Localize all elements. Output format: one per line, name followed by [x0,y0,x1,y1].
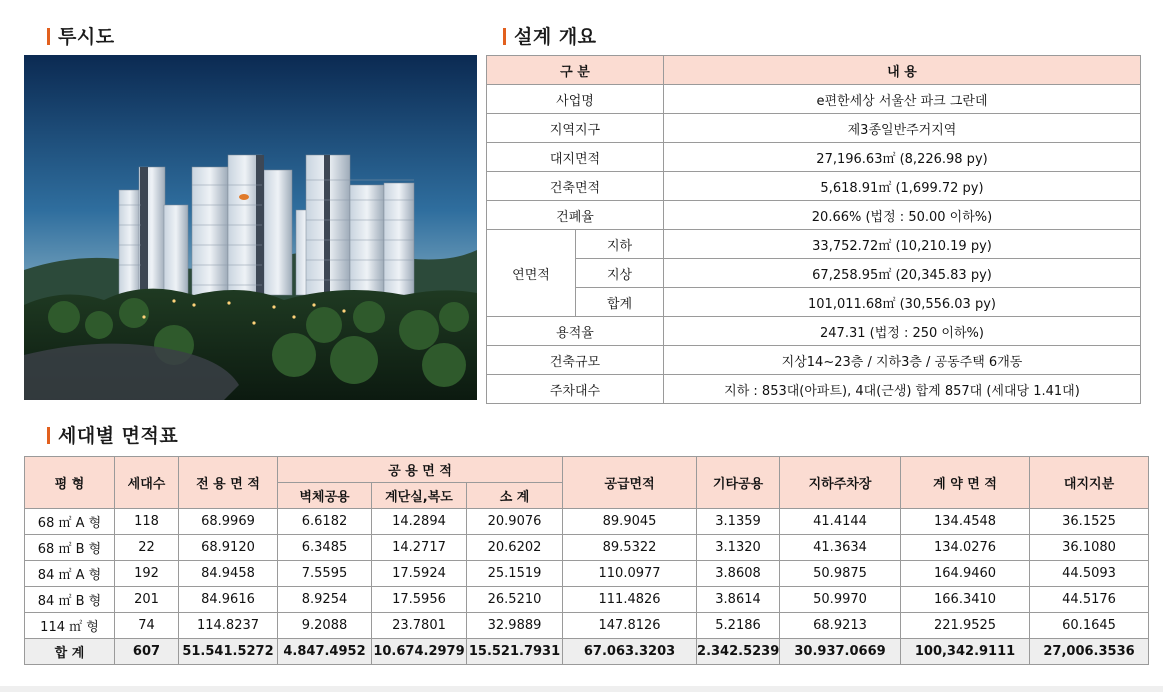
table-row [25,535,1149,561]
floor-area-label: 연면적 [487,230,576,317]
table-row [25,561,1149,587]
table-cell: 89.9045 [563,509,697,535]
table-cell: 14.2894 [372,509,467,535]
overview-row [487,143,1141,172]
overview-row [487,85,1141,114]
table-row [25,613,1149,639]
total-cell: 30.937.0669 [780,639,901,665]
header-common-subtotal: 소 계 [467,483,563,509]
overview-row [487,375,1141,404]
table-cell: 74 [115,613,179,639]
table-cell: 111.4826 [563,587,697,613]
header-other-common: 기타공용 [697,457,780,509]
bottom-divider [0,686,1163,692]
table-cell: 114.8237 [179,613,278,639]
overview-label: 건폐율 [487,201,664,230]
table-cell: 221.9525 [901,613,1030,639]
floor-area-value: 101,011.68㎡ (30,556.03 py) [664,288,1141,317]
table-cell: 68.9213 [780,613,901,639]
overview-label: 건축면적 [487,172,664,201]
table-cell: 147.8126 [563,613,697,639]
floor-area-sublabel: 지하 [576,230,664,259]
unit-area-title-text: 세대별 면적표 [58,425,179,447]
header-land-share: 대지지분 [1030,457,1149,509]
overview-row [487,259,1141,288]
overview-label: 용적율 [487,317,664,346]
table-cell: 6.3485 [278,535,372,561]
design-overview-table [486,55,1141,404]
design-overview-title [503,22,597,49]
table-cell: 41.3634 [780,535,901,561]
unit-table-body [25,509,1149,639]
total-cell: 2.342.5239 [697,639,780,665]
overview-header-content: 내 용 [664,56,1141,85]
header-exclusive-area: 전 용 면 적 [179,457,278,509]
table-cell: 192 [115,561,179,587]
table-cell: 68.9969 [179,509,278,535]
table-cell: 50.9970 [780,587,901,613]
table-cell: 68 ㎡ A 형 [25,509,115,535]
table-cell: 84.9616 [179,587,278,613]
title-accent-bar [47,28,50,45]
overview-value: 지상14~23층 / 지하3층 / 공동주택 6개동 [664,346,1141,375]
table-cell: 17.5924 [372,561,467,587]
floor-area-sublabel: 합계 [576,288,664,317]
floor-area-value: 67,258.95㎡ (20,345.83 py) [664,259,1141,288]
floor-area-value: 33,752.72㎡ (10,210.19 py) [664,230,1141,259]
table-cell: 3.1359 [697,509,780,535]
overview-value: 5,618.91㎡ (1,699.72 py) [664,172,1141,201]
table-cell: 17.5956 [372,587,467,613]
design-overview-title-text: 설계 개요 [514,26,597,48]
table-cell: 7.5595 [278,561,372,587]
table-cell: 22 [115,535,179,561]
perspective-title-text: 투시도 [58,26,115,48]
apartment-rendering-image [24,55,477,400]
table-cell: 36.1080 [1030,535,1149,561]
overview-row [487,114,1141,143]
table-cell: 23.7801 [372,613,467,639]
total-cell: 합 계 [25,639,115,665]
unit-area-title [47,421,178,448]
total-cell: 51.541.5272 [179,639,278,665]
table-cell: 68 ㎡ B 형 [25,535,115,561]
total-cell: 100,342.9111 [901,639,1030,665]
overview-header-category: 구 분 [487,56,664,85]
overview-row [487,346,1141,375]
table-cell: 41.4144 [780,509,901,535]
table-cell: 110.0977 [563,561,697,587]
table-cell: 68.9120 [179,535,278,561]
overview-row [487,230,1141,259]
table-cell: 9.2088 [278,613,372,639]
table-cell: 36.1525 [1030,509,1149,535]
overview-value: 20.66% (법정 : 50.00 이하%) [664,201,1141,230]
total-cell: 607 [115,639,179,665]
total-cell: 27,006.3536 [1030,639,1149,665]
unit-total-row [25,639,1149,665]
header-supply-area: 공급면적 [563,457,697,509]
overview-label: 주차대수 [487,375,664,404]
title-accent-bar [47,427,50,444]
table-cell: 20.6202 [467,535,563,561]
table-cell: 134.0276 [901,535,1030,561]
table-cell: 6.6182 [278,509,372,535]
table-cell: 89.5322 [563,535,697,561]
table-cell: 3.8608 [697,561,780,587]
overview-row [487,201,1141,230]
table-cell: 84 ㎡ A 형 [25,561,115,587]
table-cell: 44.5176 [1030,587,1149,613]
header-parking: 지하주차장 [780,457,901,509]
table-cell: 3.1320 [697,535,780,561]
overview-value: 제3종일반주거지역 [664,114,1141,143]
table-cell: 32.9889 [467,613,563,639]
overview-label: 사업명 [487,85,664,114]
header-stairs-corridor: 계단실,복도 [372,483,467,509]
overview-value: 지하 : 853대(아파트), 4대(근생) 합계 857대 (세대당 1.41대) [664,375,1141,404]
table-cell: 84.9458 [179,561,278,587]
table-cell: 201 [115,587,179,613]
total-cell: 67.063.3203 [563,639,697,665]
overview-value: 27,196.63㎡ (8,226.98 py) [664,143,1141,172]
unit-area-table [24,456,1149,665]
table-cell: 60.1645 [1030,613,1149,639]
total-cell: 10.674.2979 [372,639,467,665]
table-cell: 134.4548 [901,509,1030,535]
table-cell: 50.9875 [780,561,901,587]
overview-row [487,317,1141,346]
perspective-title [47,22,115,49]
table-cell: 166.3410 [901,587,1030,613]
overview-header-row [487,56,1141,85]
title-accent-bar [503,28,506,45]
table-cell: 3.8614 [697,587,780,613]
overview-value: e편한세상 서울산 파크 그란데 [664,85,1141,114]
table-cell: 14.2717 [372,535,467,561]
total-cell: 15.521.7931 [467,639,563,665]
table-cell: 20.9076 [467,509,563,535]
overview-label: 지역지구 [487,114,664,143]
total-cell: 4.847.4952 [278,639,372,665]
header-contract-area: 계 약 면 적 [901,457,1030,509]
table-cell: 26.5210 [467,587,563,613]
floor-area-sublabel: 지상 [576,259,664,288]
overview-row [487,288,1141,317]
table-cell: 8.9254 [278,587,372,613]
overview-value: 247.31 (법정 : 250 이하%) [664,317,1141,346]
header-wall-common: 벽체공용 [278,483,372,509]
header-households: 세대수 [115,457,179,509]
overview-row [487,172,1141,201]
table-row [25,587,1149,613]
table-cell: 114 ㎡ 형 [25,613,115,639]
overview-label: 대지면적 [487,143,664,172]
table-cell: 5.2186 [697,613,780,639]
table-cell: 118 [115,509,179,535]
table-cell: 25.1519 [467,561,563,587]
table-row [25,509,1149,535]
unit-header-row [25,457,1149,483]
header-common-area: 공 용 면 적 [278,457,563,483]
table-cell: 84 ㎡ B 형 [25,587,115,613]
table-cell: 44.5093 [1030,561,1149,587]
table-cell: 164.9460 [901,561,1030,587]
overview-label: 건축규모 [487,346,664,375]
header-type: 평 형 [25,457,115,509]
